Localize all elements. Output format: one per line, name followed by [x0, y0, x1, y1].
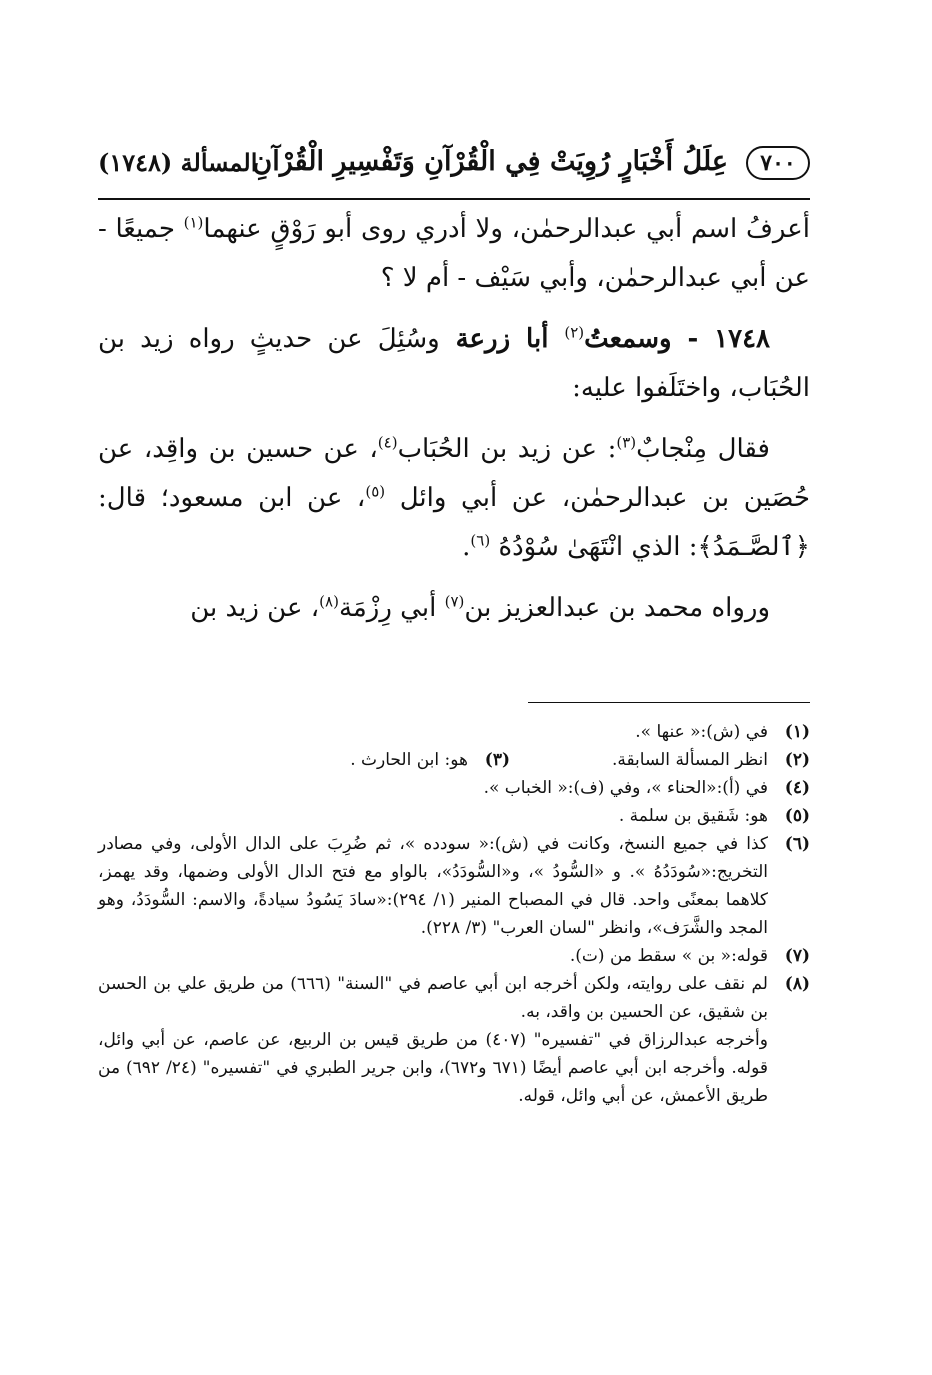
footnote-number: (٧) [784, 946, 810, 966]
footnote-text-part: لم نقف على روايته، ولكن أخرجه ابن أبي عاصم في "السنة" (٦٦٦) من طريق علي بن الحسن بن شقيق، عن الحسين بن واقد، به. [98, 974, 768, 1022]
footnote-ref[interactable]: (٤) [377, 433, 398, 452]
text-run: ، عن ابن مسعود؛ قال: ﴿ٱلصَّـمَدُ﴾: الذي انْتَهَىٰ سُوْدُهُ [98, 483, 810, 562]
footnote-4 [98, 774, 810, 802]
footnote-text: في (أ):«الحناء »، وفي (ف):« الخباب ». [483, 778, 768, 798]
text-run: فقال مِنْجابٌ [636, 434, 770, 464]
issue-number-text: ١٧٤٨ - وسمعتُ [584, 324, 771, 354]
footnote-text: هو: شَقيق بن سلمة . [618, 806, 768, 826]
footnote-7 [98, 942, 810, 970]
footnote-rule [528, 702, 810, 703]
narrator-name: أبا زرعة [439, 324, 565, 354]
footnote-ref[interactable]: (٣) [616, 433, 637, 452]
paragraph-2 [98, 315, 810, 413]
footnote-number: (٣) [484, 750, 510, 770]
footnote-6 [98, 830, 810, 942]
header-rule [98, 198, 810, 200]
footnote-3 [210, 746, 510, 774]
text-run: ، عن زيد بن [190, 593, 320, 623]
footnote-ref[interactable]: (٢) [564, 323, 585, 342]
footnote-text [98, 970, 768, 1110]
footnote-ref[interactable]: (٦) [470, 531, 491, 550]
footnote-ref[interactable]: (٨) [319, 592, 339, 611]
footnote-2 [510, 746, 810, 774]
footnotes [98, 718, 810, 1110]
text-run: . [462, 532, 471, 562]
footnote-ref[interactable]: (٧) [444, 592, 465, 611]
text-run: : عن زيد بن الحُبَاب [397, 434, 617, 464]
footnote-text: في (ش):« عنها ». [635, 722, 768, 742]
footnote-5 [98, 802, 810, 830]
paragraph-4 [98, 584, 810, 633]
paragraph-1 [98, 205, 810, 303]
footnote-number: (١) [784, 722, 810, 742]
main-text [98, 205, 810, 633]
text-run: أبي رِزْمَة [338, 593, 445, 623]
page-header [98, 140, 810, 186]
text-run: ، عن حسين بن واقِد، عن حُصَين بن عبدالرحمٰن، عن أبي وائل [98, 434, 810, 513]
footnote-pair-2-3 [98, 746, 810, 774]
footnote-text: انظر المسألة السابقة. [611, 750, 768, 770]
footnote-number: (٥) [784, 806, 810, 826]
footnote-number: (٦) [784, 834, 810, 854]
footnote-8 [98, 970, 810, 1110]
footnote-ref[interactable]: (١) [183, 213, 204, 232]
footnote-ref[interactable]: (٥) [365, 482, 386, 501]
text-run: أعرفُ اسم أبي عبدالرحمٰن، ولا أدري روى أبو رَوْقٍ عنهما [203, 214, 810, 244]
footnote-text: قوله:« بن » سقط من (ت). [569, 946, 768, 966]
page-number: ٧٠٠ [746, 146, 810, 180]
footnote-text-part: وأخرجه عبدالرزاق في "تفسيره" (٤٠٧) من طريق قيس بن الربيع، عن عاصم، عن أبي وائل، قوله. وأخرجه ابن أبي عاصم أيضًا (٦٧١ و٦٧٢)، وابن جرير الطبري في "تفسيره" (٢٤/ ٦٩٢) من طريق الأعمش، عن أبي وائل، قوله. [98, 1030, 768, 1106]
text-run: ورواه محمد بن عبدالعزيز بن [464, 593, 770, 623]
footnote-number: (٤) [784, 778, 810, 798]
footnote-number: (٢) [784, 750, 810, 770]
paragraph-3 [98, 425, 810, 572]
book-title: عِلَلُ أَخْبَارٍ رُوِيَتْ فِي الْقُرْآنِ وَتَفْسِيرِ الْقُرْآنِ [252, 146, 728, 177]
footnote-1 [98, 718, 810, 746]
text-run: وسُئِلَ عن حديثٍ رواه زيد بن الحُبَاب، واختَلَفوا عليه: [98, 324, 810, 403]
text-run: جميعًا - عن أبي عبدالرحمٰن، وأبي سَيْف - أم لا ؟ [98, 214, 810, 293]
issue-label: المسألة (١٧٤٨) [98, 148, 258, 177]
footnote-number: (٨) [784, 974, 810, 994]
footnote-text: كذا في جميع النسخ، وكانت في (ش):« سودده »، ثم ضُرِبَ على الدال الأولى، وفي مصادر التخريج:«سُودَدُهُ ». و «السُّودُ »، و«السُّودَدُ»، بالواو مع فتح الدال الأولى وضمها، وقد يهمز، كلاهما بمعنًى واحد. قال في المصباح المنير (١/ ٢٩٤):«سادَ يَسُودُ سيادةً، والاسم: السُّودَدُ، وهو المجد والشَّرَف»، وانظر "لسان العرب" (٣/ ٢٢٨). [98, 834, 769, 938]
footnote-text: هو: ابن الحارث . [350, 750, 468, 770]
